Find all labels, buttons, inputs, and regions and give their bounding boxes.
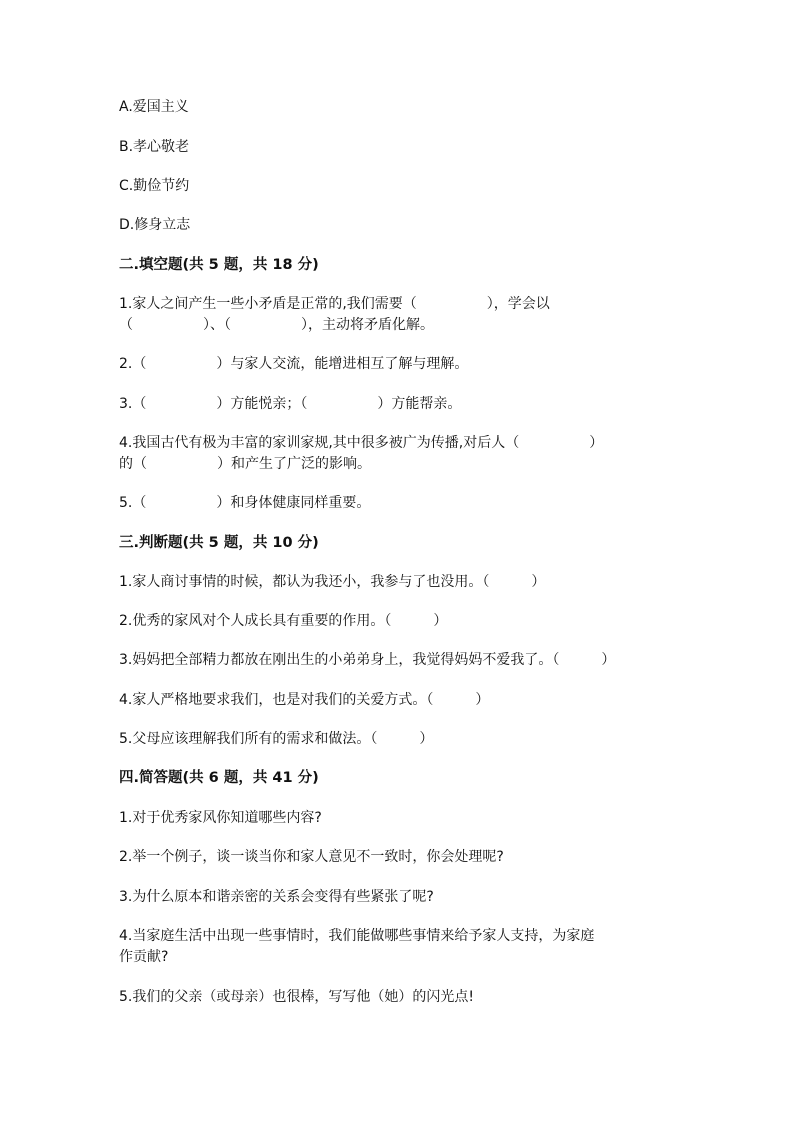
section2-heading: 二.填空题(共 5 题，共 18 分) — [119, 257, 319, 273]
judge-q2: 2.优秀的家风对个人成长具有重要的作用。（ ） — [119, 613, 448, 629]
short-q3: 3.为什么原本和谐亲密的关系会变得有些紧张了呢? — [119, 889, 434, 905]
short-q5: 5.我们的父亲（或母亲）也很棒，写写他（她）的闪光点! — [119, 989, 474, 1005]
option-c: C.勤俭节约 — [119, 178, 190, 194]
option-d: D.修身立志 — [119, 217, 191, 233]
short-q1: 1.对于优秀家风你知道哪些内容? — [119, 810, 322, 826]
section4-heading: 四.简答题(共 6 题，共 41 分) — [119, 770, 319, 786]
judge-q1: 1.家人商讨事情的时候，都认为我还小，我参与了也没用。（ ） — [119, 574, 546, 590]
fill-q4-line1: 4.我国古代有极为丰富的家训家规,其中很多被广为传播,对后人（ ） — [119, 435, 604, 451]
fill-q1-line2: （ ）、（ ），主动将矛盾化解。 — [119, 317, 434, 333]
short-q4-line2: 作贡献? — [119, 949, 169, 965]
judge-q5: 5.父母应该理解我们所有的需求和做法。（ ） — [119, 731, 434, 747]
judge-q4: 4.家人严格地要求我们，也是对我们的关爱方式。（ ） — [119, 692, 490, 708]
fill-q5: 5.（ ）和身体健康同样重要。 — [119, 495, 371, 511]
fill-q4-line2: 的（ ）和产生了广泛的影响。 — [119, 456, 371, 472]
option-a: A.爱国主义 — [119, 99, 189, 115]
option-b: B.孝心敬老 — [119, 139, 190, 155]
fill-q3: 3.（ ）方能悦亲；（ ）方能帮亲。 — [119, 396, 462, 412]
judge-q3: 3.妈妈把全部精力都放在刚出生的小弟弟身上，我觉得妈妈不爱我了。（ ） — [119, 652, 616, 668]
section3-heading: 三.判断题(共 5 题，共 10 分) — [119, 535, 319, 551]
short-q4-line1: 4.当家庭生活中出现一些事情时，我们能做哪些事情来给予家人支持，为家庭 — [119, 928, 595, 944]
short-q2: 2.举一个例子，谈一谈当你和家人意见不一致时，你会处理呢? — [119, 849, 504, 865]
fill-q2: 2.（ ）与家人交流，能增进相互了解与理解。 — [119, 356, 469, 372]
fill-q1-line1: 1.家人之间产生一些小矛盾是正常的,我们需要（ ），学会以 — [119, 296, 550, 312]
